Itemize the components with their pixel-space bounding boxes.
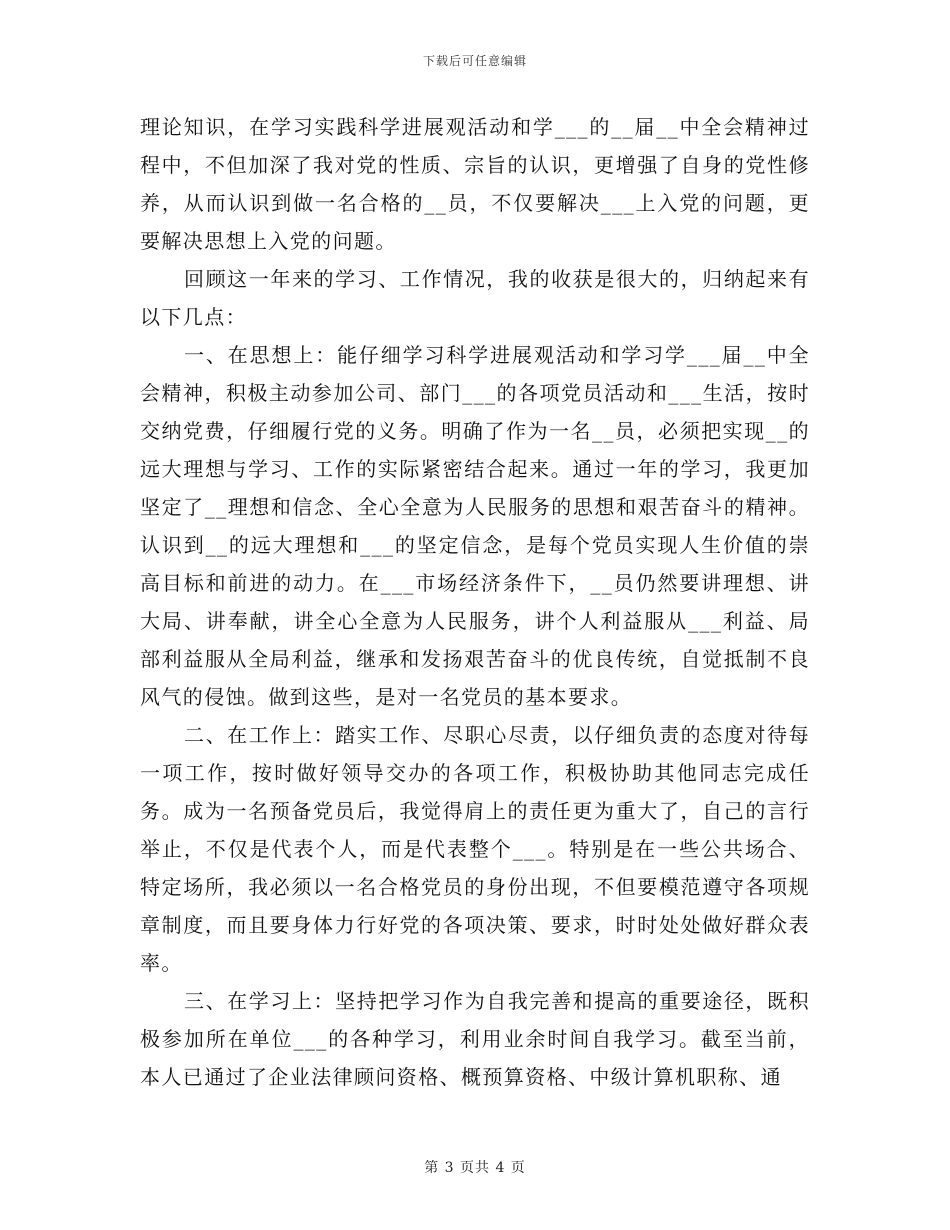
- paragraph-5: 三、在学习上：坚持把学习作为自我完善和提高的重要途径，既积极参加所在单位___的各种学习，利用业余时间自我学习。截至当前，本人已通过了企业法律顾问资格、概预算资格、中级计算机职称、通: [140, 989, 810, 1089]
- paragraph-2: 回顾这一年来的学习、工作情况，我的收获是很大的，归纳起来有以下几点：: [140, 267, 810, 329]
- paragraph-1: 理论知识，在学习实践科学进展观活动和学___的__届__中全会精神过程中，不但加深了我对党的性质、宗旨的认识，更增强了自身的党性修养，从而认识到做一名合格的__员，不仅要解决___上入党的问题，更要解决思想上入党的问题。: [140, 115, 810, 253]
- document-body: [140, 108, 810, 1096]
- paragraph-4: 二、在工作上：踏实工作、尽职心尽责，以仔细负责的态度对待每一项工作，按时做好领导交办的各项工作，积极协助其他同志完成任务。成为一名预备党员后，我觉得肩上的责任更为重大了，自己的言行举止，不仅是代表个人，而是代表整个___。特别是在一些公共场合、特定场所，我必须以一名合格党员的身份出现，不但要模范遵守各项规章制度，而且要身体力行好党的各项决策、要求，时时处处做好群众表率。: [140, 723, 810, 975]
- page-number: 第 3 页共 4 页: [424, 1160, 526, 1176]
- header-note: 下载后可任意编辑: [422, 54, 527, 68]
- paragraph-3: 一、在思想上：能仔细学习科学进展观活动和学习学___届__中全会精神，积极主动参加公司、部门___的各项党员活动和___生活，按时交纳党费，仔细履行党的义务。明确了作为一名__员，必须把实现__的远大理想与学习、工作的实际紧密结合起来。通过一年的学习，我更加坚定了__理想和信念、全心全意为人民服务的思想和艰苦奋斗的精神。认识到__的远大理想和___的坚定信念，是每个党员实现人生价值的崇高目标和前进的动力。在___市场经济条件下，__员仍然要讲理想、讲大局、讲奉献，讲全心全意为人民服务，讲个人利益服从___利益、局部利益服从全局利益，继承和发扬艰苦奋斗的优良传统，自觉抵制不良风气的侵蚀。做到这些，是对一名党员的基本要求。: [140, 343, 810, 709]
